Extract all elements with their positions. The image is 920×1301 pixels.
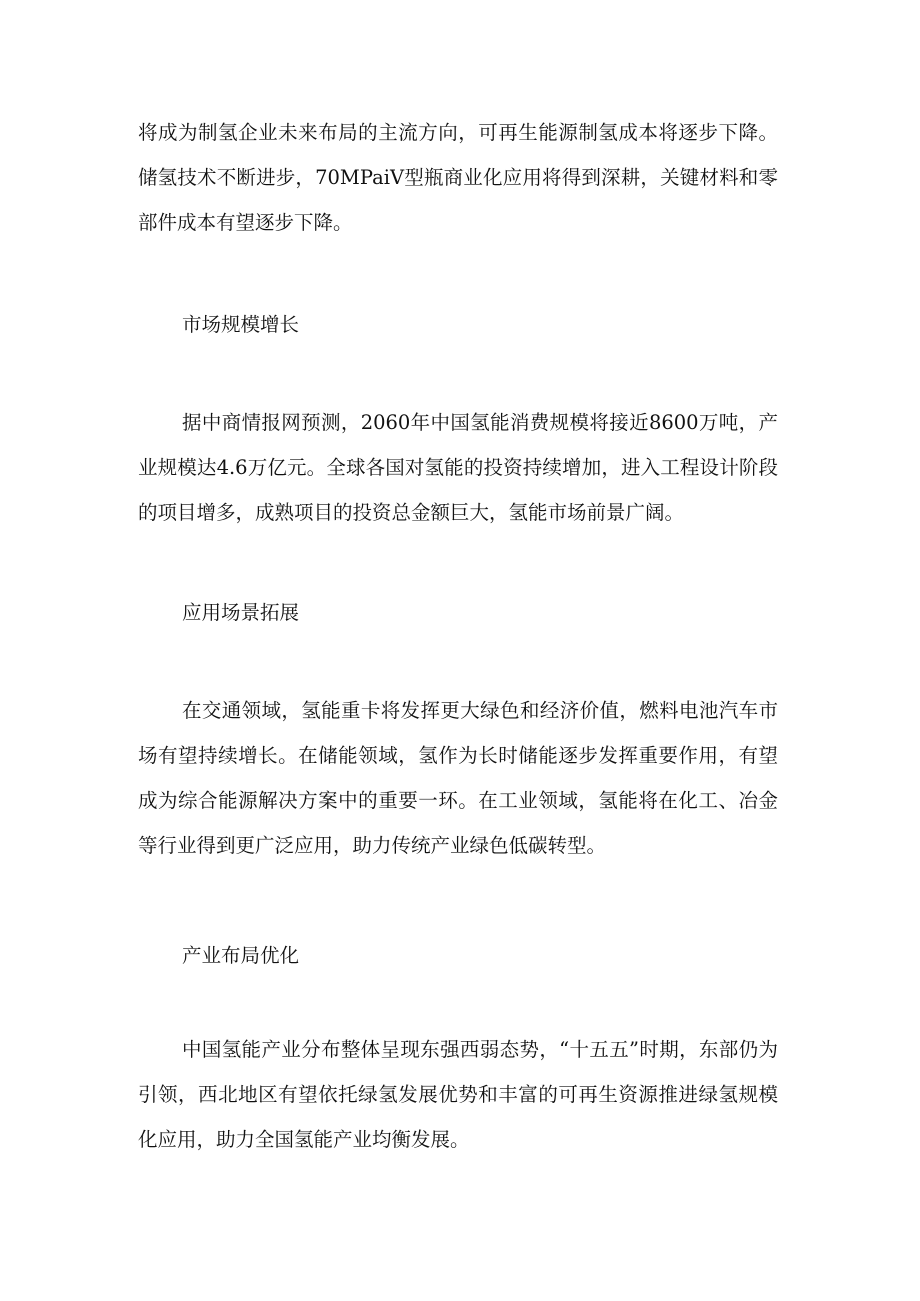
- heading-industry-layout-optimization: 产业布局优化: [182, 944, 300, 967]
- paragraph-hydrogen-production-storage: 将成为制氢企业未来布局的主流方向，可再生能源制氢成本将逐步下降。储氢技术不断进步，70MPaiV型瓶商业化应用将得到深耕，关键材料和零部件成本有望逐步下降。: [138, 121, 778, 234]
- paragraph-industry-layout: 中国氢能产业分布整体呈现东强西弱态势，“十五五”时期，东部仍为引领，西北地区有望依托绿氢发展优势和丰富的可再生资源推进绿氢规模化应用，助力全国氢能产业均衡发展。: [138, 1038, 778, 1151]
- heading-market-scale-growth: 市场规模增长: [182, 313, 300, 336]
- heading-application-expansion: 应用场景拓展: [182, 601, 300, 624]
- paragraph-application-scenarios: 在交通领域，氢能重卡将发挥更大绿色和经济价值，燃料电池汽车市场有望持续增长。在储能领域，氢作为长时储能逐步发挥重要作用，有望成为综合能源解决方案中的重要一环。在工业领域，氢能将在化工、冶金等行业得到更广泛应用，助力传统产业绿色低碳转型。: [138, 699, 778, 857]
- paragraph-market-scale: 据中商情报网预测，2060年中国氢能消费规模将接近8600万吨，产业规模达4.6万亿元。全球各国对氢能的投资持续增加，进入工程设计阶段的项目增多，成熟项目的投资总金额巨大，氢能市场前景广阔。: [138, 411, 778, 524]
